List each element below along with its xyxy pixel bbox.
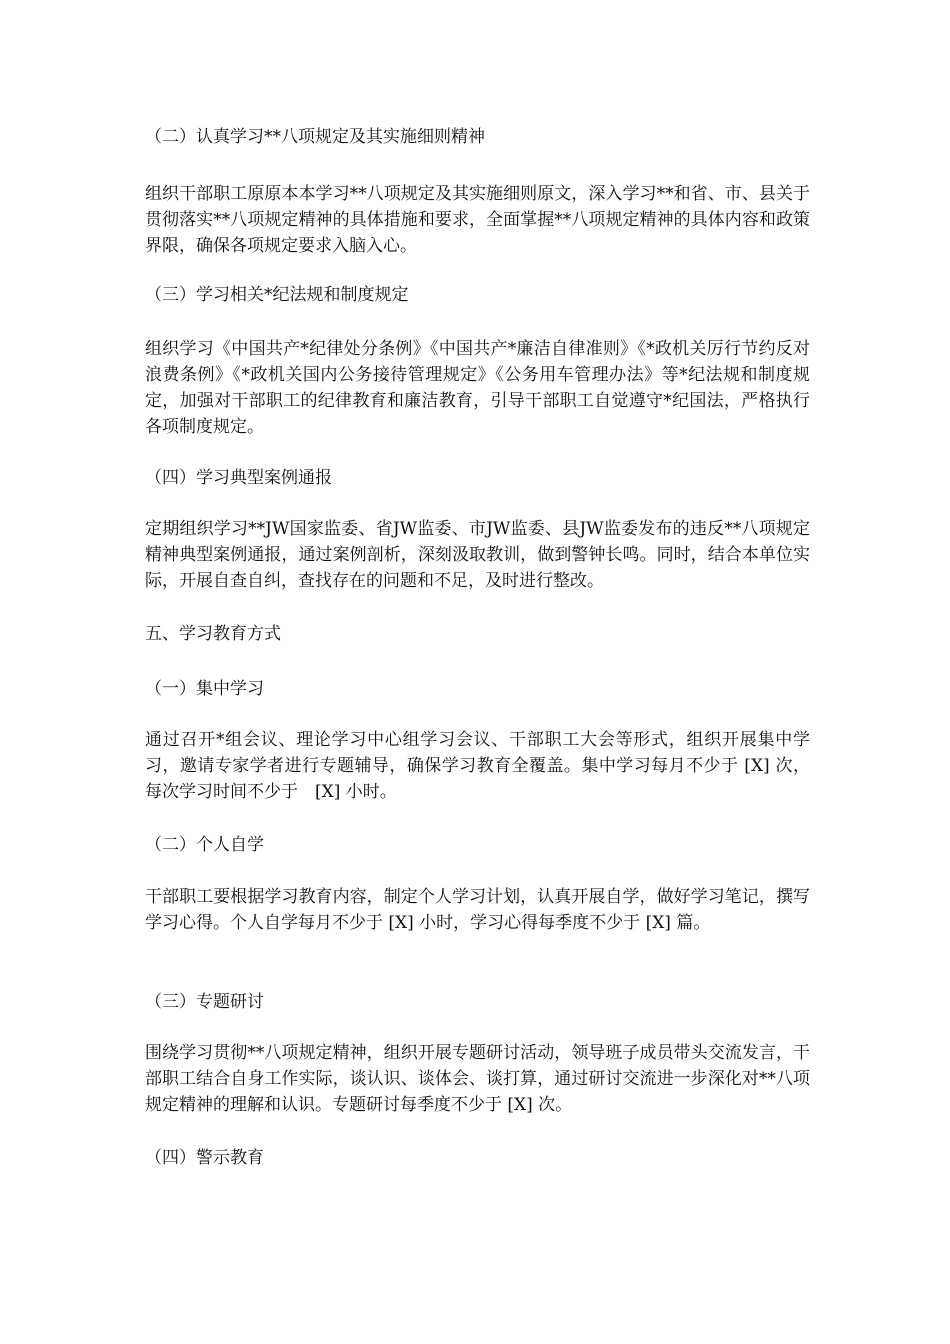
section-paragraph: 通过召开*组会议、理论学习中心组学习会议、干部职工大会等形式，组织开展集中学习，邀请专家学者进行专题辅导，确保学习教育全覆盖。集中学习每月不少于 [X] 次，每次学习时间不少于 [X] 小时。 xyxy=(145,730,810,802)
section-heading: （二）认真学习**八项规定及其实施细则精神 xyxy=(145,127,485,147)
section-paragraph: 定期组织学习**JW国家监委、省JW监委、市JW监委、县JW监委发布的违反**八项规定精神典型案例通报，通过案例剖析，深刻汲取教训，做到警钟长鸣。同时，结合本单位实际，开展自查自纠，查找存在的问题和不足，及时进行整改。 xyxy=(145,519,810,591)
section-heading: （四）警示教育 xyxy=(145,1148,264,1168)
chapter-heading: 五、学习教育方式 xyxy=(145,624,281,644)
section-heading: （二）个人自学 xyxy=(145,835,264,855)
section-paragraph: 干部职工要根据学习教育内容，制定个人学习计划，认真开展自学，做好学习笔记，撰写学习心得。个人自学每月不少于 [X] 小时，学习心得每季度不少于 [X] 篇。 xyxy=(145,887,810,933)
section-heading: （一）集中学习 xyxy=(145,679,264,699)
section-heading: （四）学习典型案例通报 xyxy=(145,468,332,488)
section-paragraph: 组织学习《中国共产*纪律处分条例》《中国共产*廉洁自律准则》《*政机关厉行节约反对浪费条例》《*政机关国内公务接待管理规定》《公务用车管理办法》等*纪法规和制度规定，加强对干部职工的纪律教育和廉洁教育，引导干部职工自觉遵守*纪国法，严格执行各项制度规定。 xyxy=(145,339,810,437)
section-paragraph: 围绕学习贯彻**八项规定精神，组织开展专题研讨活动，领导班子成员带头交流发言，干部职工结合自身工作实际，谈认识、谈体会、谈打算，通过研讨交流进一步深化对**八项规定精神的理解和认识。专题研讨每季度不少于 [X] 次。 xyxy=(145,1043,810,1115)
section-heading: （三）专题研讨 xyxy=(145,992,264,1012)
section-paragraph: 组织干部职工原原本本学习**八项规定及其实施细则原文，深入学习**和省、市、县关于贯彻落实**八项规定精神的具体措施和要求，全面掌握**八项规定精神的具体内容和政策界限，确保各项规定要求入脑入心。 xyxy=(145,184,810,256)
section-heading: （三）学习相关*纪法规和制度规定 xyxy=(145,285,409,305)
